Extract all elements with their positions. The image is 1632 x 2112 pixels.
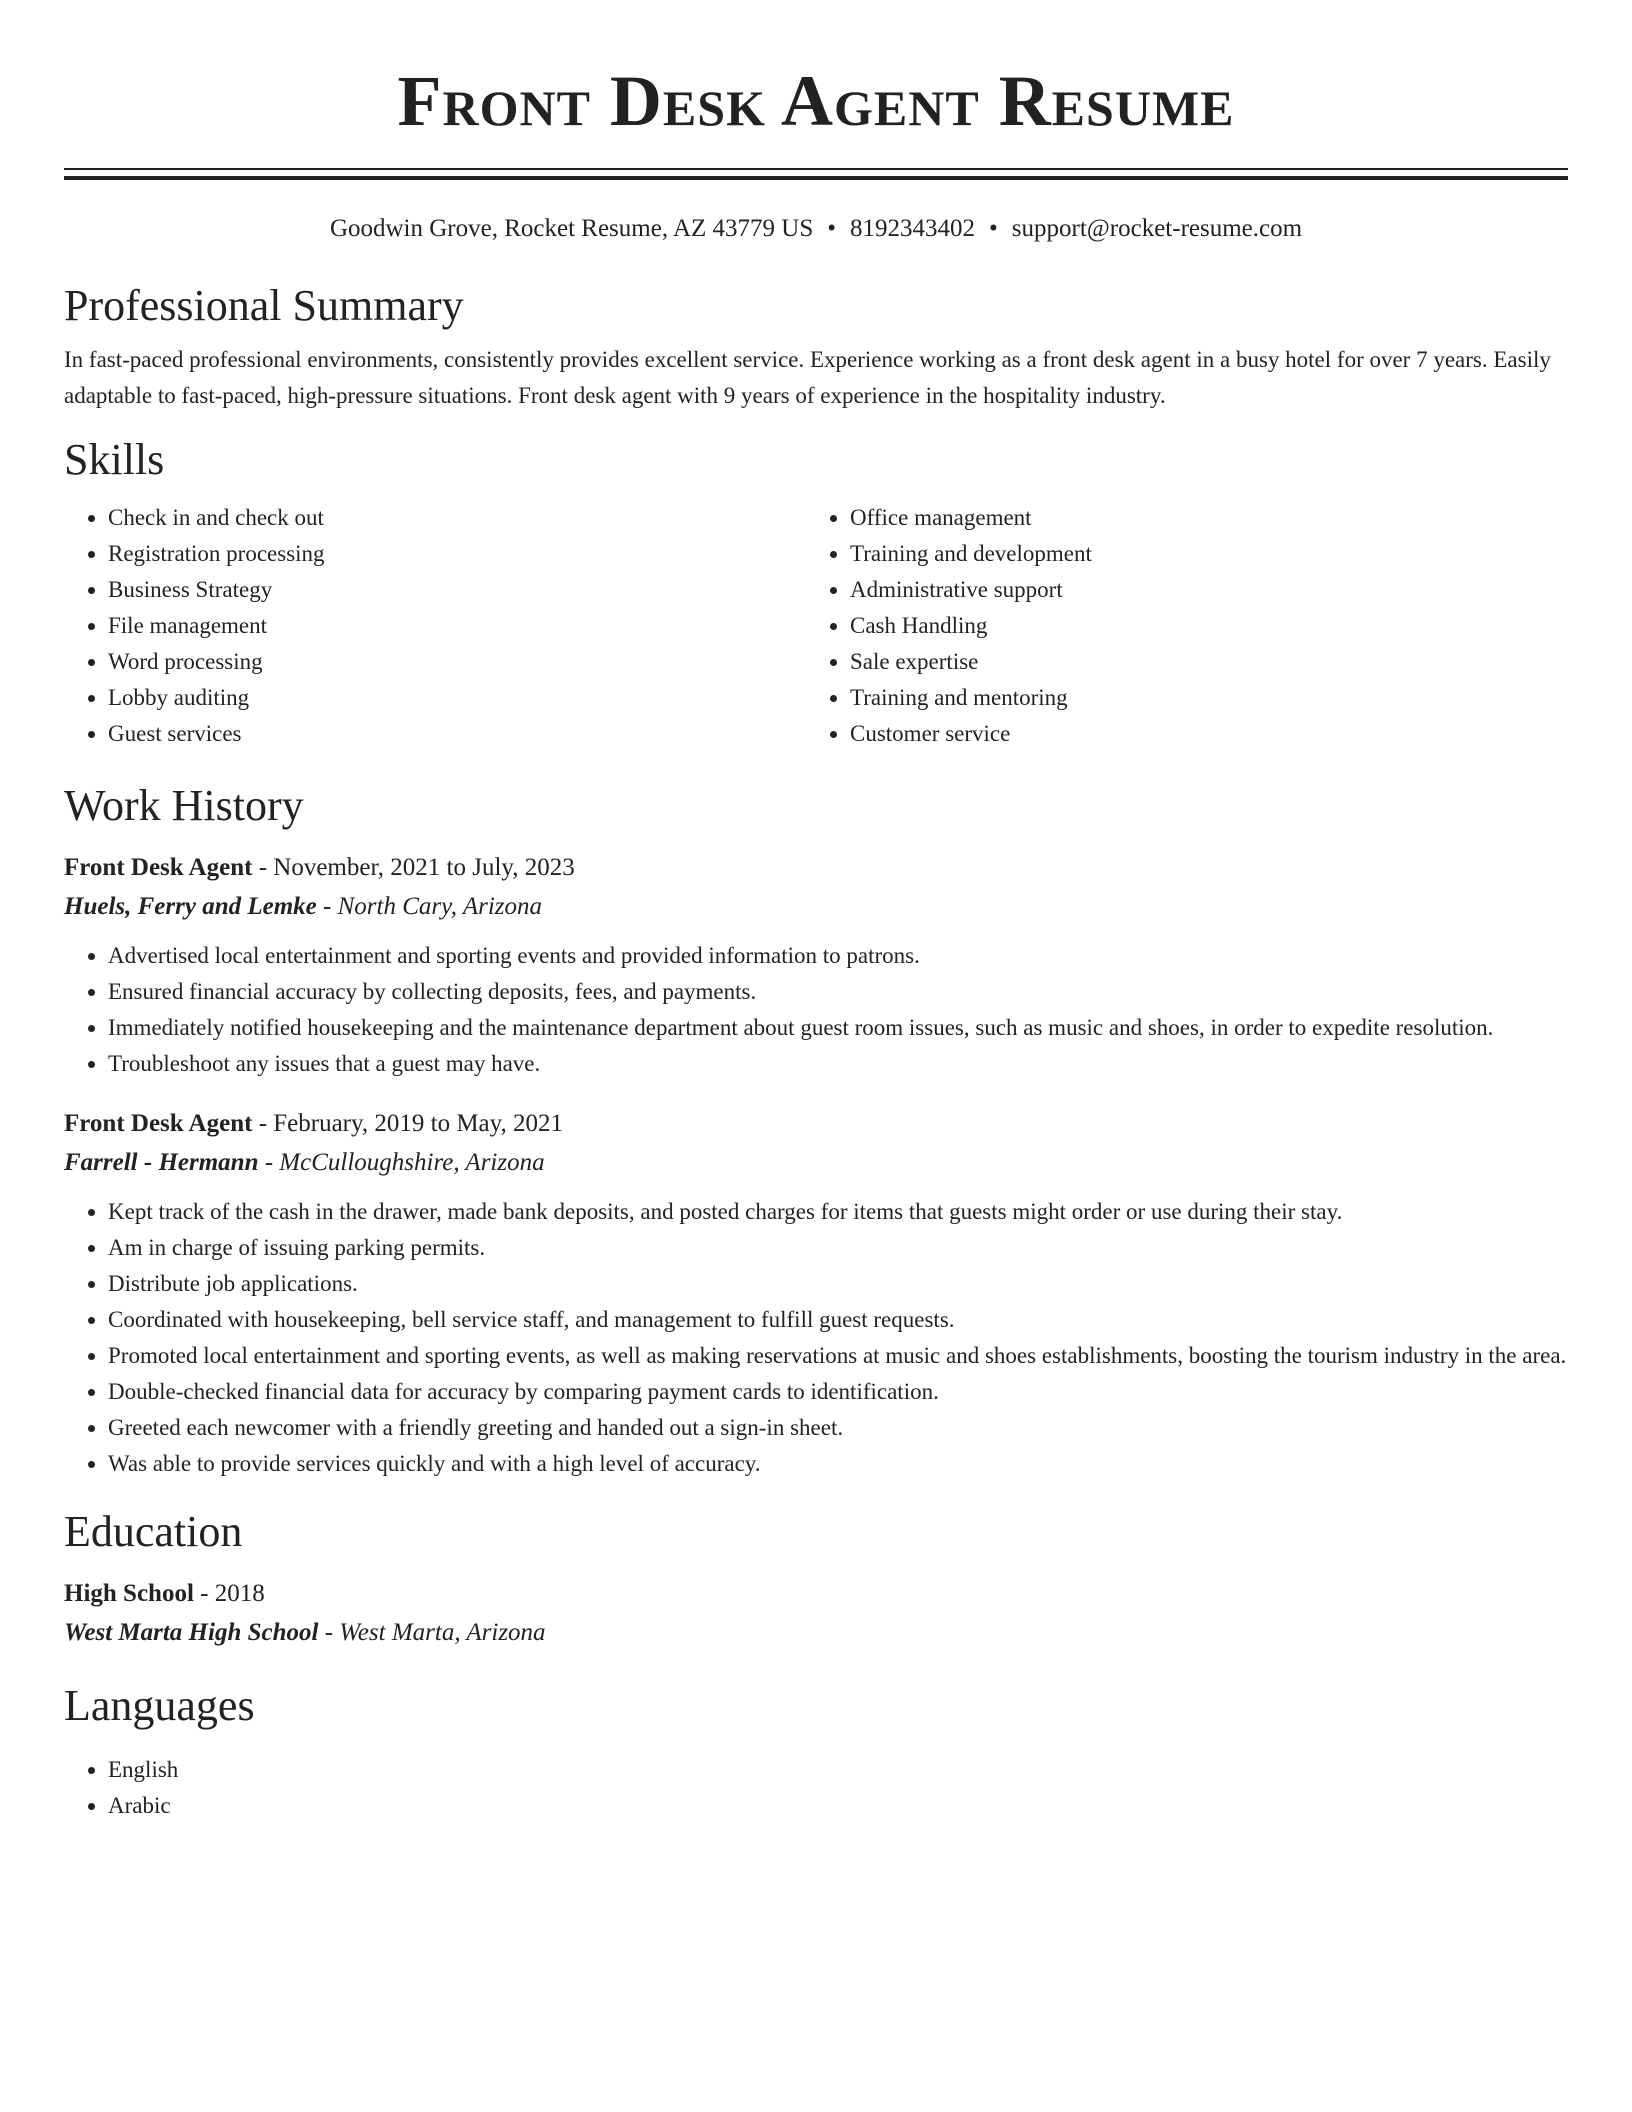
skills-list-right: [806, 500, 1568, 752]
work-history-heading: Work History: [64, 781, 304, 830]
education-school-line: [64, 1614, 1568, 1652]
job-company: Huels, Ferry and Lemke: [64, 893, 317, 920]
skills-section: [64, 432, 1568, 752]
job-duty: • Double-checked financial data for accuracy by comparing payment cards to identification.: [108, 1374, 1568, 1410]
job-duties-list: [64, 938, 1568, 1082]
job-duty: • Kept track of the cash in the drawer, made bank deposits, and posted charges for items that guests might order or use during their stay.: [108, 1194, 1568, 1230]
job-duty: • Coordinated with housekeeping, bell service staff, and management to fulfill guest requests.: [108, 1302, 1568, 1338]
job-duty: • Immediately notified housekeeping and the maintenance department about guest room issues, such as music and shoes, in order to expedite resolution.: [108, 1010, 1568, 1046]
job-employer: [64, 1144, 1568, 1182]
contact-phone: 8192343402: [850, 215, 975, 242]
resume-title: Front Desk Agent Resume: [397, 61, 1235, 141]
education-entry: [64, 1574, 1568, 1652]
language-item: • English: [108, 1752, 1568, 1788]
skill-item: • Business Strategy: [108, 572, 806, 608]
skill-item: • Registration processing: [108, 536, 806, 572]
summary-section: [64, 278, 1568, 414]
contact-email: support@rocket-resume.com: [1011, 215, 1303, 242]
job-duties-list: [64, 1194, 1568, 1482]
divider-thick-line: [64, 176, 1568, 180]
job-entry: [64, 1104, 1568, 1482]
summary-text: In fast-paced professional environments, consistently provides excellent service. Experience working as a front desk agent in a busy hotel for over 7 years. Easily adaptable to fast-paced, high-pressure situations. Front desk agent with 9 years of experience in the hospitality industry.: [64, 347, 1551, 408]
contact-separator: •: [989, 215, 998, 242]
job-duty: • Greeted each newcomer with a friendly greeting and handed out a sign-in sheet.: [108, 1410, 1568, 1446]
skill-item: • Cash Handling: [850, 608, 1568, 644]
job-dates: - November, 2021 to July, 2023: [252, 854, 575, 881]
job-title: Front Desk Agent: [64, 1110, 253, 1137]
job-location: - McCulloughshire, Arizona: [258, 1149, 545, 1176]
skill-item: • Sale expertise: [850, 644, 1568, 680]
languages-heading: Languages: [64, 1681, 255, 1730]
skill-item: • Customer service: [850, 716, 1568, 752]
education-year: - 2018: [193, 1580, 265, 1607]
languages-section: [64, 1678, 1568, 1824]
skill-item: • Lobby auditing: [108, 680, 806, 716]
work-history-section: [64, 778, 1568, 1482]
contact-separator: •: [827, 215, 836, 242]
job-header: [64, 848, 1568, 888]
job-location: - North Cary, Arizona: [316, 893, 543, 920]
divider-thin-line: [64, 168, 1568, 170]
job-title: Front Desk Agent: [64, 854, 253, 881]
skill-item: • Word processing: [108, 644, 806, 680]
education-degree: High School: [64, 1580, 194, 1607]
summary-heading: Professional Summary: [64, 281, 464, 330]
job-duty: • Distribute job applications.: [108, 1266, 1568, 1302]
education-location: - West Marta, Arizona: [318, 1619, 546, 1646]
contact-address: Goodwin Grove, Rocket Resume, AZ 43779 US: [329, 215, 814, 242]
skill-item: • Check in and check out: [108, 500, 806, 536]
job-duty: • Ensured financial accuracy by collecting deposits, fees, and payments.: [108, 974, 1568, 1010]
job-entry: [64, 848, 1568, 1082]
skills-columns: [64, 500, 1568, 752]
job-duty: • Was able to provide services quickly and with a high level of accuracy.: [108, 1446, 1568, 1482]
skill-item: • Office management: [850, 500, 1568, 536]
contact-line: [64, 212, 1568, 246]
job-dates: - February, 2019 to May, 2021: [252, 1110, 564, 1137]
skills-heading: Skills: [64, 435, 165, 484]
job-duty: • Am in charge of issuing parking permits.: [108, 1230, 1568, 1266]
title-divider: [64, 168, 1568, 178]
languages-list: [64, 1752, 1568, 1824]
language-item: • Arabic: [108, 1788, 1568, 1824]
job-duty: • Advertised local entertainment and sporting events and provided information to patrons.: [108, 938, 1568, 974]
job-duty: • Promoted local entertainment and sporting events, as well as making reservations at music and shoes establishments, boosting the tourism industry in the area.: [108, 1338, 1568, 1374]
job-employer: [64, 888, 1568, 926]
education-heading: Education: [64, 1507, 243, 1556]
education-header: [64, 1574, 1568, 1614]
job-header: [64, 1104, 1568, 1144]
education-section: [64, 1504, 1568, 1652]
skill-item: • Administrative support: [850, 572, 1568, 608]
education-school: West Marta High School: [64, 1619, 319, 1646]
skill-item: • Training and development: [850, 536, 1568, 572]
job-duty: • Troubleshoot any issues that a guest may have.: [108, 1046, 1568, 1082]
job-company: Farrell - Hermann: [64, 1149, 259, 1176]
skill-item: • Guest services: [108, 716, 806, 752]
skills-list-left: [64, 500, 806, 752]
skill-item: • Training and mentoring: [850, 680, 1568, 716]
skill-item: • File management: [108, 608, 806, 644]
